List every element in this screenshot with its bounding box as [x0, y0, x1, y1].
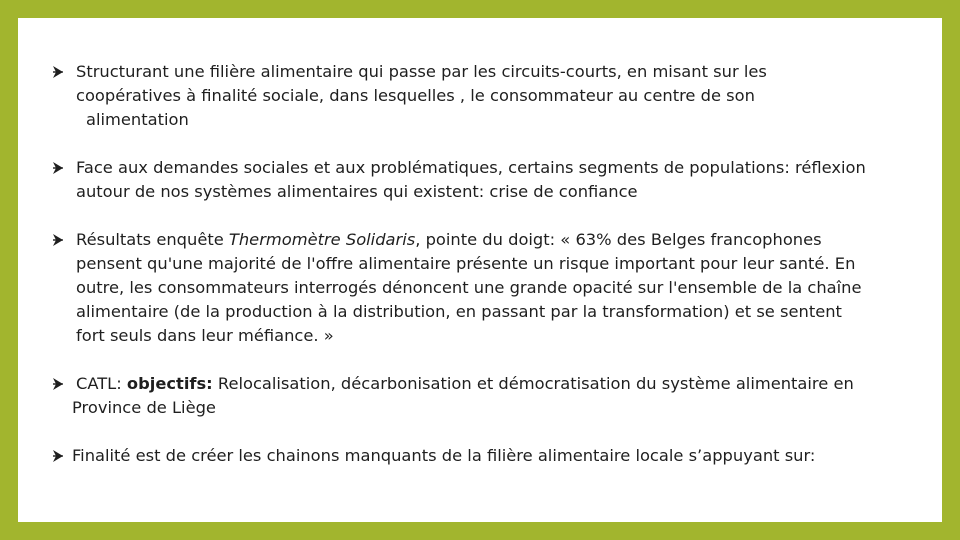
bullet-2-line-1: Face aux demandes sociales et aux problématiques, certains segments de populations: réflexion	[76, 158, 866, 177]
bullet-3-survey-name: Thermomètre Solidaris	[228, 230, 416, 249]
slide	[18, 18, 942, 522]
bullet-3-text-pre: Résultats enquête	[76, 230, 229, 249]
bullet-item-2	[50, 156, 960, 204]
arrow-bullet-icon	[50, 60, 70, 84]
arrow-bullet-icon	[50, 372, 70, 396]
bullet-3-line-2: pensent qu'une majorité de l'offre alimentaire présente un risque important pour leur santé. En	[76, 254, 856, 273]
bullet-4-text-post: Relocalisation, décarbonisation et démocratisation du système alimentaire en	[212, 374, 854, 393]
bullet-3-line-3: outre, les consommateurs interrogés dénoncent une grande opacité sur l'ensemble de la chaîne	[76, 278, 862, 297]
bullet-5-line-1: Finalité est de créer les chainons manquants de la filière alimentaire locale s’appuyant sur:	[72, 446, 816, 465]
bullet-4-text-pre: CATL:	[76, 374, 127, 393]
bullet-4-line-1	[76, 372, 960, 396]
bullet-3-line-4: alimentaire (de la production à la distribution, en passant par la transformation) et se sentent	[76, 302, 842, 321]
bullet-3-line-1	[76, 228, 960, 252]
bullet-3-line-5: fort seuls dans leur méfiance. »	[76, 326, 334, 345]
arrow-bullet-icon	[50, 156, 70, 180]
bullet-2-line-2: autour de nos systèmes alimentaires qui existent: crise de confiance	[76, 182, 638, 201]
bullet-item-1	[50, 60, 960, 132]
bullet-item-3	[50, 228, 960, 348]
bullet-3-text-post: , pointe du doigt: « 63% des Belges francophones	[415, 230, 822, 249]
bullet-1-line-2: coopératives à finalité sociale, dans lesquelles , le consommateur au centre de son	[76, 86, 755, 105]
bullet-4-line-2: Province de Liège	[72, 398, 216, 417]
bullet-1-line-1: Structurant une filière alimentaire qui passe par les circuits-courts, en misant sur les	[76, 62, 767, 81]
bullet-1-line-3: alimentation	[86, 110, 189, 129]
bullet-4-objectives-label: objectifs:	[126, 374, 213, 393]
arrow-bullet-icon	[50, 444, 70, 468]
bullet-item-5	[50, 444, 960, 468]
arrow-bullet-icon	[50, 228, 70, 252]
bullet-item-4	[50, 372, 960, 420]
